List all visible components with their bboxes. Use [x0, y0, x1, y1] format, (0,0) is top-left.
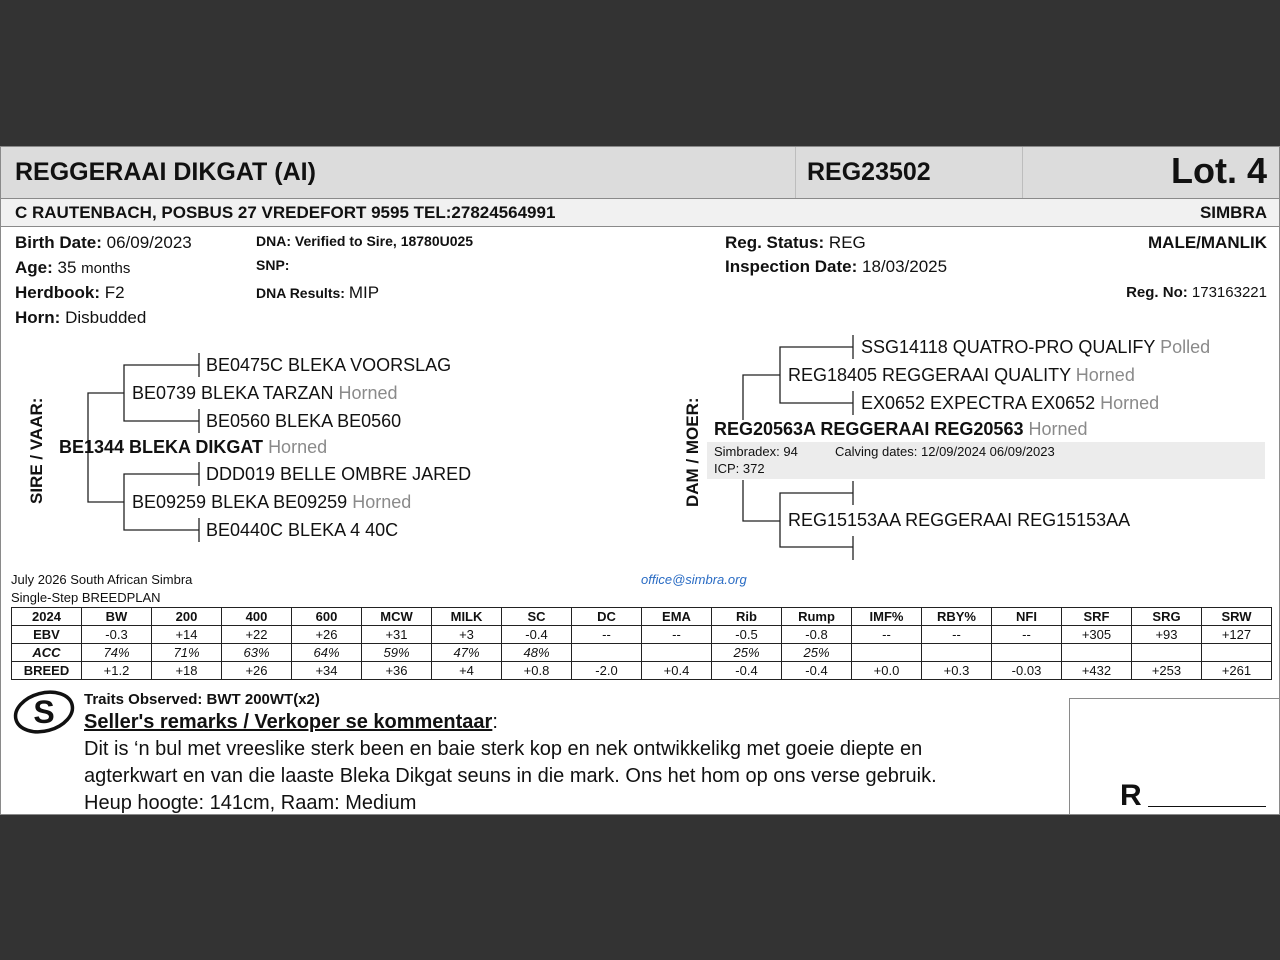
remarks-line: agterkwart en van die laaste Bleka Dikgat seuns in die mark. Ons het hom op ons verse gebruik.	[84, 765, 937, 787]
table-cell: --	[572, 626, 642, 644]
table-row	[12, 626, 1272, 644]
column-header: Rump	[782, 608, 852, 626]
column-header: SC	[502, 608, 572, 626]
table-cell: +261	[1202, 662, 1272, 680]
table-cell: 74%	[82, 644, 152, 662]
dam-side-label: DAM / MOER:	[683, 397, 702, 507]
traits-observed: Traits Observed: BWT 200WT(x2)	[84, 691, 320, 708]
table-cell: --	[852, 626, 922, 644]
table-cell	[1132, 644, 1202, 662]
paternal-grandsire-name: BE0739 BLEKA TARZAN	[132, 383, 334, 403]
pgd-sire: DDD019 BELLE OMBRE JARED	[206, 464, 472, 484]
table-cell: +34	[292, 662, 362, 680]
simbra-logo-icon	[11, 687, 91, 739]
birth-date-label: Birth Date:	[15, 233, 102, 252]
reg-code: REG23502	[807, 158, 931, 186]
dam-info-box	[707, 442, 1265, 479]
table-cell: -0.3	[82, 626, 152, 644]
simbradex: Simbradex: 94	[714, 444, 798, 459]
table-cell: +0.4	[642, 662, 712, 680]
table-row	[12, 644, 1272, 662]
table-cell: +127	[1202, 626, 1272, 644]
snp-label: SNP:	[256, 257, 290, 273]
remarks-line: Dit is ‘n bul met vreeslike sterk been en baie sterk kop en nek ontwikkelikg met goeie diepte en	[84, 738, 923, 760]
table-cell: -0.4	[782, 662, 852, 680]
remarks-heading	[84, 711, 498, 734]
table-cell: 63%	[222, 644, 292, 662]
column-header: 400	[222, 608, 292, 626]
table-cell: -0.8	[782, 626, 852, 644]
table-row	[12, 662, 1272, 680]
email-link[interactable]: office@simbra.org	[641, 572, 747, 587]
animal-name: REGGERAAI DIKGAT (AI)	[15, 158, 316, 186]
row-label: EBV	[12, 626, 82, 644]
maternal-granddam: REG15153AA REGGERAAI REG15153AA	[788, 510, 1131, 530]
table-cell: +0.8	[502, 662, 572, 680]
calving-dates: Calving dates: 12/09/2024 06/09/2023	[835, 444, 1055, 459]
column-header: MILK	[432, 608, 502, 626]
horn-value: Disbudded	[65, 308, 147, 327]
lot-card	[0, 146, 1280, 815]
table-cell	[642, 644, 712, 662]
horn-status: Horned	[1075, 365, 1135, 385]
reg-no-value: 173163221	[1191, 284, 1267, 301]
dna-verified: DNA: Verified to Sire, 18780U025	[256, 233, 474, 249]
dna-results-value: MIP	[348, 283, 380, 302]
column-header: EMA	[642, 608, 712, 626]
table-cell: 59%	[362, 644, 432, 662]
birth-date-value: 06/09/2023	[106, 233, 192, 252]
column-header: SRW	[1202, 608, 1272, 626]
table-cell: --	[992, 626, 1062, 644]
table-cell: +18	[152, 662, 222, 680]
table-header-row	[12, 608, 1272, 626]
maternal-grandsire-name: REG18405 REGGERAAI QUALITY	[788, 365, 1071, 385]
table-cell: +0.0	[852, 662, 922, 680]
sire-name: BE1344 BLEKA DIKGAT	[59, 437, 264, 457]
table-cell	[922, 644, 992, 662]
table-cell: +31	[362, 626, 432, 644]
price-box	[1069, 698, 1280, 815]
remarks-colon: :	[492, 711, 498, 733]
horn-status: Horned	[1100, 393, 1160, 413]
icp: ICP: 372	[714, 461, 765, 476]
table-cell: -0.5	[712, 626, 782, 644]
table-cell: --	[642, 626, 712, 644]
breed-name: SIMBRA	[1199, 203, 1267, 222]
table-cell: +305	[1062, 626, 1132, 644]
horn-label: Horn:	[15, 308, 61, 327]
horn-status: Polled	[1160, 337, 1211, 357]
table-cell: 64%	[292, 644, 362, 662]
table-cell: -0.03	[992, 662, 1062, 680]
sire	[59, 437, 327, 458]
column-header: RBY%	[922, 608, 992, 626]
mgs-sire-name: SSG14118 QUATRO-PRO QUALIFY	[861, 337, 1156, 357]
horn-status: Horned	[1028, 419, 1088, 439]
table-cell	[1062, 644, 1132, 662]
pgd-dam: BE0440C BLEKA 4 40C	[206, 520, 399, 540]
dam-name: REG20563A REGGERAAI REG20563	[714, 419, 1024, 439]
table-cell: +26	[222, 662, 292, 680]
table-cell: -0.4	[502, 626, 572, 644]
breedplan-date: July 2026 South African Simbra	[11, 572, 193, 587]
column-header: SRF	[1062, 608, 1132, 626]
table-cell: +36	[362, 662, 432, 680]
price-input-line[interactable]	[1148, 806, 1266, 807]
remarks-line: Heup hoogte: 141cm, Raam: Medium	[84, 792, 417, 814]
svg-text:S: S	[33, 694, 55, 730]
table-cell: +4	[432, 662, 502, 680]
herdbook-value: F2	[104, 283, 125, 302]
column-header: DC	[572, 608, 642, 626]
paternal-grandsire	[132, 383, 398, 404]
column-header: Rib	[712, 608, 782, 626]
age-unit: months	[81, 260, 131, 277]
sire-side-label: SIRE / VAAR:	[27, 397, 46, 504]
horn-status: Horned	[268, 437, 328, 457]
table-cell: +26	[292, 626, 362, 644]
column-header: SRG	[1132, 608, 1202, 626]
table-cell: 48%	[502, 644, 572, 662]
age-value: 35	[57, 258, 77, 277]
mgs-dam-name: EX0652 EXPECTRA EX0652	[861, 393, 1096, 413]
horn-status: Horned	[352, 492, 412, 512]
table-cell: +0.3	[922, 662, 992, 680]
reg-status-value: REG	[828, 233, 866, 252]
column-header: 2024	[12, 608, 82, 626]
price-currency: R	[1120, 779, 1142, 812]
paternal-granddam	[132, 492, 411, 513]
column-header: NFI	[992, 608, 1062, 626]
column-header: 600	[292, 608, 362, 626]
ebv-table	[11, 607, 1272, 680]
age-label: Age:	[15, 258, 53, 277]
table-cell: +3	[432, 626, 502, 644]
herdbook-label: Herdbook:	[15, 283, 100, 302]
table-cell	[852, 644, 922, 662]
table-cell	[572, 644, 642, 662]
reg-status-label: Reg. Status:	[725, 233, 825, 252]
table-cell: +1.2	[82, 662, 152, 680]
pgs-sire: BE0475C BLEKA VOORSLAG	[206, 355, 452, 375]
table-cell: -2.0	[572, 662, 642, 680]
table-cell: --	[922, 626, 992, 644]
pgs-dam: BE0560 BLEKA BE0560	[206, 411, 402, 431]
mgs-dam	[861, 393, 1159, 414]
breedplan-type: Single-Step BREEDPLAN	[11, 590, 161, 605]
column-header: BW	[82, 608, 152, 626]
column-header: MCW	[362, 608, 432, 626]
column-header: IMF%	[852, 608, 922, 626]
mgs-sire	[861, 337, 1210, 358]
dam	[714, 419, 1088, 440]
reg-no-label: Reg. No:	[1126, 284, 1188, 301]
table-cell: +253	[1132, 662, 1202, 680]
row-label: ACC	[12, 644, 82, 662]
sex: MALE/MANLIK	[1148, 233, 1267, 252]
table-cell: +432	[1062, 662, 1132, 680]
row-label: BREED	[12, 662, 82, 680]
paternal-granddam-name: BE09259 BLEKA BE09259	[132, 492, 348, 512]
column-header: 200	[152, 608, 222, 626]
inspection-label: Inspection Date:	[725, 257, 858, 276]
breeder-info: C RAUTENBACH, POSBUS 27 VREDEFORT 9595 TEL:27824564991	[15, 203, 556, 222]
inspection-value: 18/03/2025	[861, 257, 948, 276]
remarks-heading-text: Seller's remarks / Verkoper se kommentaar	[84, 711, 493, 733]
table-cell: +93	[1132, 626, 1202, 644]
dna-results-label: DNA Results:	[256, 285, 345, 301]
horn-status: Horned	[338, 383, 398, 403]
table-cell: 25%	[712, 644, 782, 662]
lot-number: Lot. 4	[1171, 150, 1267, 191]
table-cell: +14	[152, 626, 222, 644]
table-cell: 25%	[782, 644, 852, 662]
table-cell: 47%	[432, 644, 502, 662]
maternal-grandsire	[788, 365, 1135, 386]
table-cell: +22	[222, 626, 292, 644]
table-cell: -0.4	[712, 662, 782, 680]
table-cell	[1202, 644, 1272, 662]
table-cell: 71%	[152, 644, 222, 662]
table-cell	[992, 644, 1062, 662]
